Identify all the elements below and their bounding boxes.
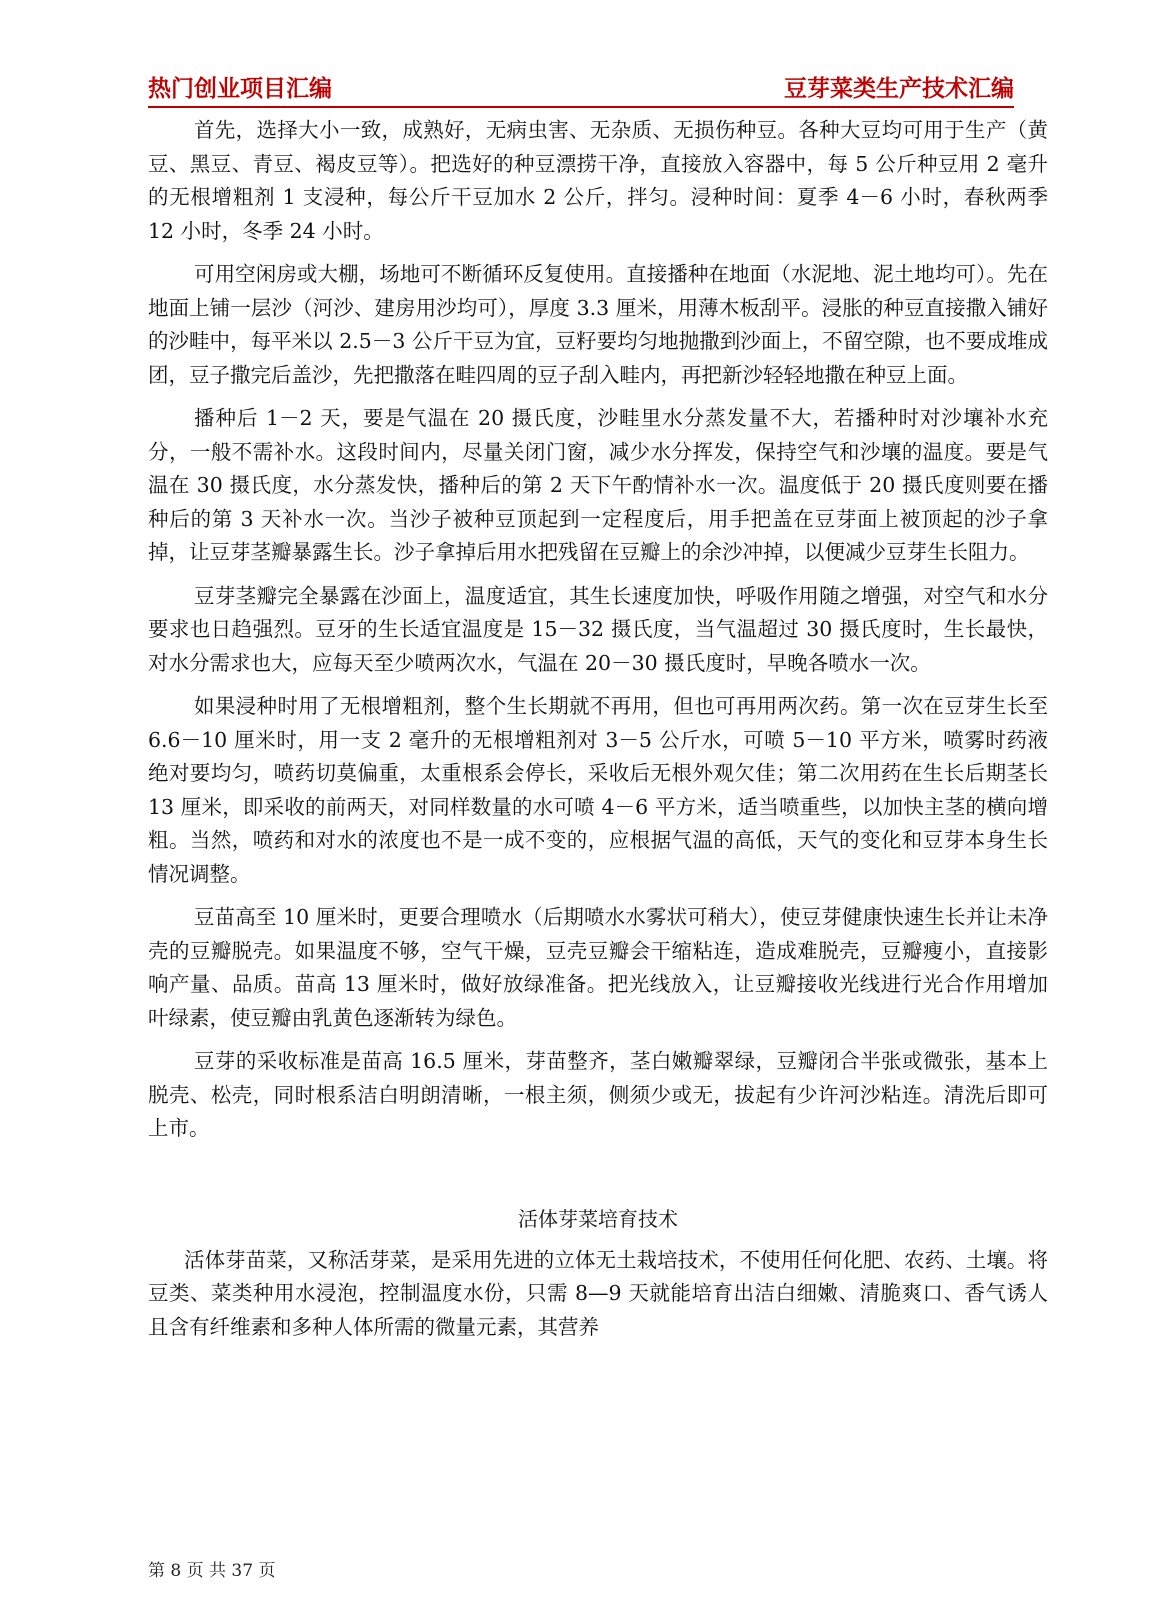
paragraph: 豆芽茎瓣完全暴露在沙面上，温度适宜，其生长速度加快，呼吸作用随之增强，对空气和水分要求也日趋强烈。豆牙的生长适宜温度是 15－32 摄氏度，当气温超过 30 摄氏度时，生长最快，对水分需求也大，应每天至少喷两次水，气温在 20－30 摄氏度时，早晚各喷水一次。 [148,583,1048,675]
paragraph: 播种后 1－2 天，要是气温在 20 摄氏度，沙畦里水分蒸发量不大，若播种时对沙壤补水充分，一般不需补水。这段时间内，尽量关闭门窗，减少水分挥发，保持空气和沙壤的温度。要是气温在 30 摄氏度，水分蒸发快，播种后的第 2 天下午酌情补水一次。温度低于 20 摄氏度则要在播种后的第 3 天补水一次。当沙子被种豆顶起到一定程度后，用手把盖在豆芽面上被顶起的沙子拿掉，让豆芽茎瓣暴露生长。沙子拿掉后用水把残留在豆瓣上的余沙冲掉，以便减少豆芽生长阻力。 [148,406,1048,564]
paragraph: 首先，选择大小一致，成熟好，无病虫害、无杂质、无损伤种豆。各种大豆均可用于生产（黄豆、黑豆、青豆、褐皮豆等）。把选好的种豆漂捞干净，直接放入容器中，每 5 公斤种豆用 2 毫升的无根增粗剂 1 支浸种，每公斤干豆加水 2 公斤，拌匀。浸种时间：夏季 4－6 小时，春秋两季 12 小时，冬季 24 小时。 [148,118,1048,243]
paragraph: 如果浸种时用了无根增粗剂，整个生长期就不再用，但也可再用两次药。第一次在豆芽生长至 6.6－10 厘米时，用一支 2 毫升的无根增粗剂对 3－5 公斤水，可喷 5－10 平方米，喷雾时药液绝对要均匀，喷药切莫偏重，太重根系会停长，采收后无根外观欠佳；第二次用药在生长后期茎长 13 厘米，即采收的前两天，对同样数量的水可喷 4－6 平方米，适当喷重些，以加快主茎的横向增粗。当然，喷药和对水的浓度也不是一成不变的，应根据气温的高低，天气的变化和豆芽本身生长情况调整。 [148,694,1048,886]
section-intro-paragraph: 活体芽苗菜，又称活芽菜，是采用先进的立体无土栽培技术，不使用任何化肥、农药、土壤。将豆类、菜类种用水浸泡，控制温度水份，只需 8—9 天就能培育出洁白细嫩、清脆爽口、香气诱人且含有纤维素和多种人体所需的微量元素，其营养 [148,1247,1048,1339]
document-body [148,114,1048,1354]
page-number-footer: 第 8 页 共 37 页 [148,1561,276,1581]
header-left-title: 热门创业项目汇编 [148,76,332,102]
paragraph: 豆苗高至 10 厘米时，更要合理喷水（后期喷水水雾状可稍大），使豆芽健康快速生长并让未净壳的豆瓣脱壳。如果温度不够，空气干燥，豆壳豆瓣会干缩粘连，造成难脱壳，豆瓣瘦小，直接影响产量、品质。苗高 13 厘米时，做好放绿准备。把光线放入，让豆瓣接收光线进行光合作用增加叶绿素，使豆瓣由乳黄色逐渐转为绿色。 [148,905,1048,1030]
header-right-title: 豆芽菜类生产技术汇编 [784,76,1014,102]
page-header [148,66,1014,108]
section-title: 活体芽菜培育技术 [518,1206,678,1231]
paragraph: 豆芽的采收标准是苗高 16.5 厘米，芽苗整齐，茎白嫩瓣翠绿，豆瓣闭合半张或微张，基本上脱壳、松壳，同时根系洁白明朗清晰，一根主须，侧须少或无，拔起有少许河沙粘连。清洗后即可上市。 [148,1049,1048,1140]
paragraph: 可用空闲房或大棚，场地可不断循环反复使用。直接播种在地面（水泥地、泥土地均可）。先在地面上铺一层沙（河沙、建房用沙均可），厚度 3.3 厘米，用薄木板刮平。浸胀的种豆直接撒入铺好的沙畦中，每平米以 2.5－3 公斤干豆为宜，豆籽要均匀地抛撒到沙面上，不留空隙，也不要成堆成团，豆子撒完后盖沙，先把撒落在畦四周的豆子刮入畦内，再把新沙轻轻地撒在种豆上面。 [148,262,1048,387]
